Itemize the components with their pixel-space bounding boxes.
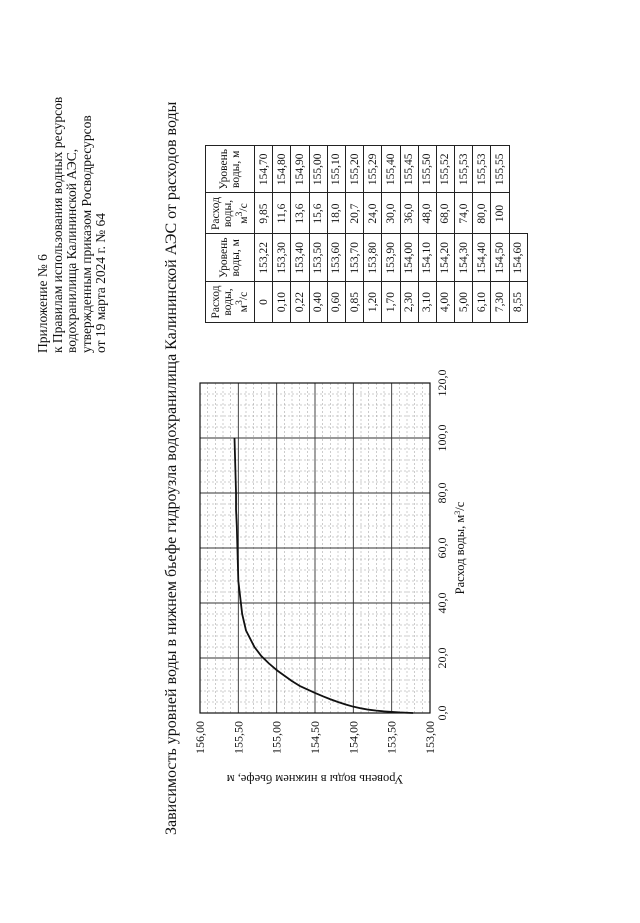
- chart-title: Зависимость уровней воды в нижнем бьефе гидроузла водохранилища Калининской АЭС от расходов воды: [163, 101, 180, 835]
- table-cell: 154,50: [491, 234, 509, 282]
- table-cell: 155,40: [382, 146, 400, 194]
- table-cell: 9,85: [255, 193, 273, 234]
- table-cell: 154,00: [400, 234, 418, 282]
- table-cell: 0,22: [291, 282, 309, 323]
- table-row: [491, 146, 509, 323]
- table-cell: 155,45: [400, 146, 418, 194]
- table-cell: 74,0: [455, 193, 473, 234]
- table-cell: 155,00: [309, 146, 327, 194]
- table-cell: 154,20: [436, 234, 454, 282]
- table-cell: 155,10: [327, 146, 345, 194]
- table-cell: 2,30: [400, 282, 418, 323]
- table-row: [345, 146, 363, 323]
- y-tick-label: 153,00: [423, 721, 437, 754]
- table-cell: 153,40: [291, 234, 309, 282]
- y-tick-label: 156,00: [193, 721, 207, 754]
- table-row: [436, 146, 454, 323]
- x-axis-label: Расход воды, $м^3/с$: [453, 501, 467, 595]
- table-row: [273, 146, 291, 323]
- table-row: [364, 146, 382, 323]
- table-cell: 154,30: [455, 234, 473, 282]
- table-row: [400, 146, 418, 323]
- data-table: [205, 145, 528, 323]
- table-cell: 0,60: [327, 282, 345, 323]
- header-q: Расход воды, $м^3/с$: [206, 282, 255, 323]
- table-cell: 1,20: [364, 282, 382, 323]
- x-tick-label: 60,0: [435, 537, 449, 559]
- table-cell: 15,6: [309, 193, 327, 234]
- header-q: Расход воды, $м^3/с$: [206, 193, 255, 234]
- header-h: Уровень воды, м: [206, 234, 255, 282]
- table-cell: 155,50: [418, 146, 436, 194]
- table-cell: 3,10: [418, 282, 436, 323]
- appendix-line: утвержденным приказом Росводресурсов: [78, 115, 94, 353]
- appendix-block: [36, 23, 109, 353]
- table-cell: 155,29: [364, 146, 382, 194]
- table-row: [327, 146, 345, 323]
- table-cell: 0,40: [309, 282, 327, 323]
- table-cell: 8,55: [509, 282, 527, 323]
- table-cell: 6,10: [473, 282, 491, 323]
- table-row: [291, 146, 309, 323]
- y-tick-label: 154,50: [308, 721, 322, 754]
- table-cell: 153,22: [255, 234, 273, 282]
- table-row: [418, 146, 436, 323]
- table-cell: [509, 193, 527, 234]
- table-cell: 20,7: [345, 193, 363, 234]
- table-cell: 30,0: [382, 193, 400, 234]
- table-cell: 153,90: [382, 234, 400, 282]
- table-cell: 154,70: [255, 146, 273, 194]
- table-cell: 13,6: [291, 193, 309, 234]
- table-cell: 36,0: [400, 193, 418, 234]
- table-cell: 7,30: [491, 282, 509, 323]
- appendix-line: к Правилам использования водных ресурсов: [49, 96, 65, 353]
- table-cell: 154,80: [273, 146, 291, 194]
- table-cell: 80,0: [473, 193, 491, 234]
- y-tick-labels: [193, 721, 437, 754]
- x-tick-label: 120,0: [435, 369, 449, 397]
- table-cell: 1,70: [382, 282, 400, 323]
- y-tick-label: 153,50: [384, 721, 399, 754]
- header-h: Уровень воды, м: [206, 146, 255, 194]
- table-cell: 155,53: [455, 146, 473, 194]
- table-cell: [509, 146, 527, 194]
- x-tick-label: 20,0: [435, 647, 449, 669]
- table-cell: 154,90: [291, 146, 309, 194]
- table-cell: 153,30: [273, 234, 291, 282]
- table-cell: 153,80: [364, 234, 382, 282]
- table-cell: 154,40: [473, 234, 491, 282]
- appendix-line: от 19 марта 2024 г. № 64: [93, 212, 109, 353]
- table-cell: 153,70: [345, 234, 363, 282]
- appendix-line: Приложение № 6: [35, 254, 50, 353]
- x-tick-label: 40,0: [435, 592, 449, 614]
- table-cell: 11,6: [273, 193, 291, 234]
- table-row: [309, 146, 327, 323]
- table-cell: 100: [491, 193, 509, 234]
- table-row: [509, 146, 527, 323]
- table-cell: 155,20: [345, 146, 363, 194]
- x-tick-labels: [435, 370, 449, 721]
- table-row: [382, 146, 400, 323]
- table-cell: 48,0: [418, 193, 436, 234]
- table-cell: 153,60: [327, 234, 345, 282]
- table-cell: 0: [255, 282, 273, 323]
- x-tick-label: 0,0: [435, 705, 449, 721]
- table-row: [473, 146, 491, 323]
- table-cell: 0,10: [273, 282, 291, 323]
- table-cell: 18,0: [327, 193, 345, 234]
- y-tick-label: 154,00: [346, 721, 361, 754]
- table-cell: 5,00: [455, 282, 473, 323]
- table-cell: 68,0: [436, 193, 454, 234]
- x-tick-label: 100,0: [435, 424, 449, 452]
- y-tick-label: 155,00: [269, 721, 284, 754]
- table-cell: 155,53: [473, 146, 491, 194]
- y-axis-label: Уровень воды в нижнем бьефе, м: [226, 772, 404, 786]
- table-cell: 24,0: [364, 193, 382, 234]
- table-row: [455, 146, 473, 323]
- table-cell: 154,60: [509, 234, 527, 282]
- table-cell: 0,85: [345, 282, 363, 323]
- x-tick-label: 80,0: [435, 482, 449, 504]
- chart: [185, 323, 635, 863]
- appendix-line: водохранилища Калининской АЭС,: [64, 148, 80, 353]
- table-body: [255, 146, 528, 323]
- table-cell: 4,00: [436, 282, 454, 323]
- table-cell: 154,10: [418, 234, 436, 282]
- y-tick-label: 155,50: [231, 721, 246, 754]
- table-cell: 153,50: [309, 234, 327, 282]
- table-row: [255, 146, 273, 323]
- table-header-row: [206, 146, 255, 323]
- major-grid: [200, 383, 430, 713]
- table-cell: 155,52: [436, 146, 454, 194]
- table-cell: 155,55: [491, 146, 509, 194]
